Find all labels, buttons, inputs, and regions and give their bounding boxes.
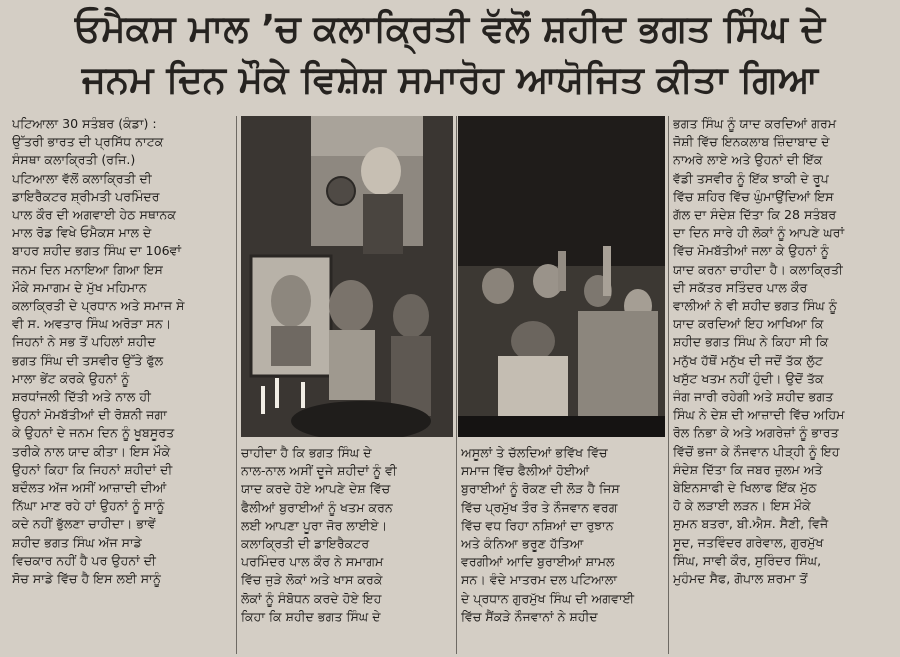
article-line: ਪਟਿਆਲਾ 30 ਸਤੰਬਰ (ਕੰਡਾ) : (12, 116, 157, 131)
article-line: ਲੋਕਾਂ ਨੂੰ ਸੰਬੋਧਨ ਕਰਦੇ ਹੋਏ ਇਹ (241, 590, 382, 606)
article-line: ਅਸੂਲਾਂ ਤੇ ਚੱਲਦਿਆਂ ਭਵਿੱਖ ਵਿੱਚ (461, 445, 608, 460)
article-line: ਹੋ ਕੇ ਲੜਾਈ ਲੜਨ। ਇਸ ਮੌਕੇ (673, 498, 811, 514)
article-line: ਉਹਨਾਂ ਮੋਮਬੱਤੀਆਂ ਦੀ ਰੋਸ਼ਨੀ ਜਗਾ (12, 407, 167, 423)
article-line: ਕਲਾਕ੍ਰਿਤੀ ਦੇ ਪ੍ਰਧਾਨ ਅਤੇ ਸਮਾਜ ਸੇ (12, 298, 185, 314)
article-line: ਬੁਰਾਈਆਂ ਨੂੰ ਰੋਕਣ ਦੀ ਲੋੜ ਹੈ ਜਿਸ (461, 481, 620, 497)
article-line: ਵਿੱਚ ਮੋਮਬੱਤੀਆਂ ਜਲਾ ਕੇ ਉਹਨਾਂ ਨੂੰ (673, 243, 829, 259)
article-line: ਦੀ ਸਕੱਤਰ ਸਤਿੰਦਰ ਪਾਲ ਕੌਰ (673, 279, 808, 295)
article-line: ਵਿੱਚੋਂ ਭਜਾ ਕੇ ਨੌਜਵਾਨ ਪੀੜ੍ਹੀ ਨੂੰ ਇਹ (673, 443, 840, 459)
article-line: ਬਾਹਰ ਸ਼ਹੀਦ ਭਗਤ ਸਿੰਘ ਦਾ 106ਵਾਂ (12, 243, 182, 259)
article-line: ਨਾਅਰੇ ਲਾਏ ਅਤੇ ਉਹਨਾਂ ਦੀ ਇੱਕ (673, 152, 823, 168)
article-line: ਤਰੀਕੇ ਨਾਲ ਯਾਦ ਕੀਤਾ। ਇਸ ਮੌਕੇ (12, 443, 171, 459)
article-line: ਵਿੱਚ ਸ਼ਹਿਰ ਵਿੱਚ ਘੁੰਮਾਉਂਦਿਆਂ ਇਸ (673, 188, 834, 204)
article-line: ਵੀ ਸ. ਅਵਤਾਰ ਸਿੰਘ ਅਰੋੜਾ ਸਨ। (12, 316, 172, 332)
article-line: ਦੇ ਪ੍ਰਧਾਨ ਗੁਰਮੁੱਖ ਸਿੰਘ ਦੀ ਅਗਵਾਈ (461, 590, 635, 606)
article-line: ਸੁਮਨ ਬਤਰਾ, ਬੀ.ਐਸ. ਸੈਣੀ, ਵਿਜੈ (673, 516, 829, 532)
article-line: ਯਾਦ ਕਰਦੇ ਹੋਏ ਆਪਣੇ ਦੇਸ਼ ਵਿੱਚ (241, 481, 391, 497)
column-divider (668, 116, 669, 654)
article-line: ਵਰਗੀਆਂ ਆਦਿ ਬੁਰਾਈਆਂ ਸ਼ਾਮਲ (461, 554, 615, 570)
headline-line-2: ਜਨਮ ਦਿਨ ਮੌਕੇ ਵਿਸ਼ੇਸ਼ ਸਮਾਰੋਹ ਆਯੋਜਿਤ ਕੀਤਾ ਗਿਆ (81, 58, 819, 101)
article-line: ਪਾਲ ਕੌਰ ਦੀ ਅਗਵਾਈ ਹੇਠ ਸਥਾਨਕ (12, 207, 176, 223)
article-line: ਕਿਹਾ ਕਿ ਸ਼ਹੀਦ ਭਗਤ ਸਿੰਘ ਦੇ (241, 608, 381, 624)
article-line: ਡਾਇਰੈਕਟਰ ਸ਼੍ਰੀਮਤੀ ਪਰਮਿੰਦਰ (12, 188, 160, 204)
article-line: ਮਨੁੱਖ ਹੱਥੋਂ ਮਨੁੱਖ ਦੀ ਜਦੋਂ ਤੱਕ ਲੁੱਟ (673, 352, 823, 368)
article-line: ਵਿੱਚ ਵਧ ਰਿਹਾ ਨਸ਼ਿਆਂ ਦਾ ਰੁਝਾਨ (461, 517, 614, 533)
article-line: ਕੇ ਉਹਨਾਂ ਦੇ ਜਨਮ ਦਿਨ ਨੂੰ ਖੂਬਸੂਰਤ (12, 425, 175, 441)
article-line: ਸ਼ਰਧਾਂਜਲੀ ਦਿੱਤੀ ਅਤੇ ਨਾਲ ਹੀ (12, 389, 151, 405)
article-line: ਬਦੌਲਤ ਅੱਜ ਅਸੀਂ ਆਜ਼ਾਦੀ ਦੀਆਂ (12, 480, 167, 496)
article-column-4 (673, 115, 889, 655)
article-line: ਕਦੇ ਨਹੀਂ ਭੁੱਲਣਾ ਚਾਹੀਦਾ। ਭਾਵੇਂ (12, 516, 156, 532)
article-line: ਸਿੰਘ ਨੇ ਦੇਸ਼ ਦੀ ਆਜ਼ਾਦੀ ਵਿੱਚ ਅਹਿਮ (673, 407, 845, 423)
article-line: ਫੈਲੀਆਂ ਬੁਰਾਈਆਂ ਨੂੰ ਖਤਮ ਕਰਨ (241, 499, 393, 515)
article-line: ਸ਼ਹੀਦ ਭਗਤ ਸਿੰਘ ਨੇ ਕਿਹਾ ਸੀ ਕਿ (673, 334, 829, 350)
article-line: ਜਨਮ ਦਿਨ ਮਨਾਇਆ ਗਿਆ ਇਸ (12, 261, 163, 277)
column-divider (236, 116, 237, 654)
article-line: ਵਿੱਚ ਜੁੜੇ ਲੋਕਾਂ ਅਤੇ ਖਾਸ ਕਰਕੇ (241, 572, 383, 588)
article-line: ਚਾਹੀਦਾ ਹੈ ਕਿ ਭਗਤ ਸਿੰਘ ਦੇ (241, 445, 372, 460)
article-line: ਮੌਕੇ ਸਮਾਗਮ ਦੇ ਮੁੱਖ ਮਹਿਮਾਨ (12, 279, 147, 295)
article-line: ਉੱਤਰੀ ਭਾਰਤ ਦੀ ਪ੍ਰਸਿੱਧ ਨਾਟਕ (12, 134, 164, 150)
article-line: ਸਨ। ਵੰਦੇ ਮਾਤਰਮ ਦਲ ਪਟਿਆਲਾ (461, 572, 617, 588)
article-line: ਰੋਲ ਨਿਭਾ ਕੇ ਅਤੇ ਅਗਰੇਜ਼ਾਂ ਨੂੰ ਭਾਰਤ (673, 425, 839, 441)
article-line: ਸੋਚ ਸਾਡੇ ਵਿੱਚ ਹੈ ਇਸ ਲਈ ਸਾਨੂੰ (12, 571, 161, 587)
article-line: ਜੋਸ਼ੀ ਵਿੱਚ ਇਨਕਲਾਬ ਜ਼ਿੰਦਾਬਾਦ ਦੇ (673, 134, 830, 150)
photo-crowd-candles-icon (458, 116, 665, 437)
article-line: ਉਹਨਾਂ ਕਿਹਾ ਕਿ ਜਿਹਨਾਂ ਸ਼ਹੀਦਾਂ ਦੀ (12, 461, 173, 477)
article-line: ਨਿੱਘਾ ਮਾਣ ਰਹੇ ਹਾਂ ਉਹਨਾਂ ਨੂੰ ਸਾਨੂੰ (12, 498, 165, 514)
article-line: ਕਲਾਕ੍ਰਿਤੀ ਦੀ ਡਾਇਰੈਕਟਰ (241, 536, 370, 552)
article-line: ਮਾਲ ਰੋਡ ਵਿਖੇ ਓਮੈਕਸ ਮਾਲ ਦੇ (12, 225, 152, 241)
article-line: ਸੂਦ, ਜਤਵਿੰਦਰ ਗਰੇਵਾਲ, ਗੁਰਮੁੱਖ (673, 534, 824, 550)
article-line: ਨਾਲ-ਨਾਲ ਅਸੀਂ ਦੂਜੇ ਸ਼ਹੀਦਾਂ ਨੂੰ ਵੀ (241, 463, 397, 479)
article-line: ਮੁਹੰਮਦ ਸੈਫ, ਗੋਪਾਲ ਸ਼ਰਮਾ ਤੋਂ (673, 571, 808, 587)
headline-line-1: ਓਮੈਕਸ ਮਾਲ ’ਚ ਕਲਾਕ੍ਰਿਤੀ ਵੱਲੋਂ ਸ਼ਹੀਦ ਭਗਤ ਸਿੰਘ ਦੇ (74, 7, 826, 50)
article-column-2 (241, 444, 453, 654)
article-line: ਸੰਸਥਾ ਕਲਾਕ੍ਰਿਤੀ (ਰਜਿ.) (12, 152, 136, 168)
article-line: ਜੰਗ ਜਾਰੀ ਰਹੇਗੀ ਅਤੇ ਸ਼ਹੀਦ ਭਗਤ (673, 389, 834, 405)
article-line: ਵਿਚਕਾਰ ਨਹੀਂ ਹੈ ਪਰ ਉਹਨਾਂ ਦੀ (12, 552, 156, 568)
article-line: ਵਿੱਚ ਸੈਂਕੜੇ ਨੌਜਵਾਨਾਂ ਨੇ ਸ਼ਹੀਦ (461, 608, 598, 624)
article-column-3 (461, 444, 667, 654)
article-line: ਵਿੱਚ ਪ੍ਰਮੁੱਖ ਤੌਰ ਤੇ ਨੌਜਵਾਨ ਵਰਗ (461, 499, 618, 515)
article-line: ਸ਼ਹੀਦ ਭਗਤ ਸਿੰਘ ਅੱਜ ਸਾਡੇ (12, 534, 142, 550)
column-divider (456, 116, 457, 654)
photo-portrait-tribute-icon (241, 116, 453, 437)
article-line: ਬੇਇਨਸਾਫੀ ਦੇ ਖਿਲਾਫ ਇੱਕ ਮੁੱਠ (673, 480, 817, 496)
article-line: ਜਿਹਨਾਂ ਨੇ ਸਭ ਤੋਂ ਪਹਿਲਾਂ ਸ਼ਹੀਦ (12, 334, 156, 350)
article-line: ਸਮਾਜ ਵਿੱਚ ਫੈਲੀਆਂ ਹੋਈਆਂ (461, 463, 590, 479)
article-line: ਵੱਡੀ ਤਸਵੀਰ ਨੂੰ ਇੱਕ ਝਾਕੀ ਦੇ ਰੂਪ (673, 170, 829, 186)
article-line: ਅਤੇ ਕੰਨਿਆ ਭਰੂਣ ਹੱਤਿਆ (461, 536, 584, 552)
event-photo-portrait (241, 116, 453, 437)
article-line: ਗੱਲ ਦਾ ਸੰਦੇਸ਼ ਦਿੱਤਾ ਕਿ 28 ਸਤੰਬਰ (673, 207, 837, 223)
article-line: ਖਸੁੱਟ ਖਤਮ ਨਹੀਂ ਹੁੰਦੀ। ਉਦੋਂ ਤੱਕ (673, 370, 824, 386)
article-line: ਪਰਮਿੰਦਰ ਪਾਲ ਕੌਰ ਨੇ ਸਮਾਗਮ (241, 554, 384, 570)
event-photo-crowd (458, 116, 665, 437)
article-line: ਵਾਲੀਆਂ ਨੇ ਵੀ ਸ਼ਹੀਦ ਭਗਤ ਸਿੰਘ ਨੂੰ (673, 298, 837, 314)
article-column-1 (12, 115, 230, 655)
article-line: ਪਟਿਆਲਾ ਵੱਲੋਂ ਕਲਾਕ੍ਰਿਤੀ ਦੀ (12, 170, 152, 186)
article-line: ਯਾਦ ਕਰਦਿਆਂ ਇਹ ਆਖਿਆ ਕਿ (673, 316, 824, 332)
article-line: ਦਾ ਦਿਨ ਸਾਰੇ ਹੀ ਲੋਕਾਂ ਨੂੰ ਆਪਣੇ ਘਰਾਂ (673, 225, 845, 241)
article-line: ਯਾਦ ਕਰਨਾ ਚਾਹੀਦਾ ਹੈ। ਕਲਾਕ੍ਰਿਤੀ (673, 261, 843, 277)
article-line: ਸੰਦੇਸ਼ ਦਿੱਤਾ ਕਿ ਜਬਰ ਜ਼ੁਲਮ ਅਤੇ (673, 461, 823, 477)
article-line: ਸਿੰਘ, ਸਾਵੀ ਕੌਰ, ਸੁਰਿੰਦਰ ਸਿੰਘ, (673, 552, 822, 568)
article-line: ਭਗਤ ਸਿੰਘ ਦੀ ਤਸਵੀਰ ਉੱਤੇ ਫੁੱਲ (12, 352, 164, 368)
article-line: ਭਗਤ ਸਿੰਘ ਨੂੰ ਯਾਦ ਕਰਦਿਆਂ ਗਰਮ (673, 116, 837, 131)
article-line: ਲਈ ਆਪਣਾ ਪੂਰਾ ਜੋਰ ਲਾਈਏ। (241, 517, 388, 533)
article-line: ਮਾਲਾ ਭੇਂਟ ਕਰਕੇ ਉਹਨਾਂ ਨੂੰ (12, 370, 130, 386)
